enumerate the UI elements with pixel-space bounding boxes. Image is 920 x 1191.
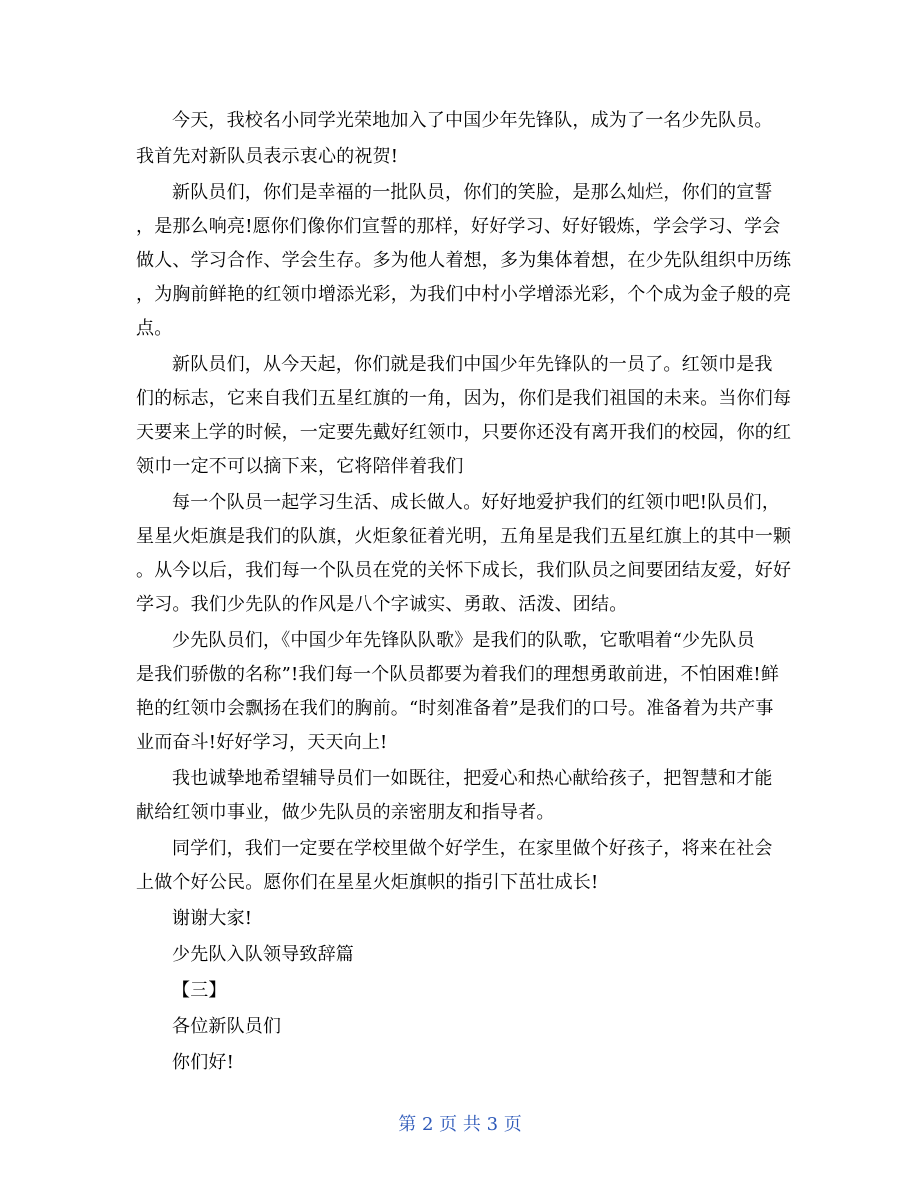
text-line: ，是那么响亮!愿你们像你们宣誓的那样，好好学习、好好锻炼，学会学习、学会 [136,216,781,237]
text-line: 业而奋斗!好好学习，天天向上! [136,732,388,753]
text-line: ，为胸前鲜艳的红领巾增添光彩，为我们中村小学增添光彩，个个成为金子般的亮 [136,284,792,305]
text-line: 们的标志，它来自我们五星红旗的一角，因为，你们是我们祖国的未来。当你们每 [136,388,792,409]
text-line: 领巾一定不可以摘下来，它将陪伴着我们 [136,456,464,477]
text-line: 我首先对新队员表示衷心的祝贺! [136,146,399,167]
text-line: 点。 [136,318,173,339]
text-line: 献给红领巾事业，做少先队员的亲密朋友和指导者。 [136,802,555,823]
text-line: 同学们，我们一定要在学校里做个好学生，在家里做个好孩子，将来在社会 [172,838,773,859]
salutation: 各位新队员们 [172,1016,282,1037]
text-line: 谢谢大家! [172,908,253,929]
greeting: 你们好! [172,1052,235,1073]
text-line: 少先队员们，《中国少年先锋队队歌》是我们的队歌，它歌唱着“少先队员 [172,630,755,651]
text-line: 新队员们，你们是幸福的一批队员，你们的笑脸，是那么灿烂，你们的宣誓 [172,182,773,203]
text-line: 艳的红领巾会飘扬在我们的胸前。“时刻准备着”是我们的口号。准备着为共产事 [136,698,774,719]
section-title: 少先队入队领导致辞篇 [172,944,354,965]
text-line: 是我们骄傲的名称”!我们每一个队员都要为着我们的理想勇敢前进，不怕困难!鲜 [136,664,780,685]
page-number-footer: 第 2 页 共 3 页 [398,1114,522,1135]
text-line: 天要来上学的时候，一定要先戴好红领巾，只要你还没有离开我们的校园，你的红 [136,422,792,443]
section-number: 【三】 [172,980,227,1001]
text-line: 星星火炬旗是我们的队旗，火炬象征着光明，五角星是我们五星红旗上的其中一颗 [136,526,792,547]
text-line: 新队员们，从今天起，你们就是我们中国少年先锋队的一员了。红领巾是我 [172,354,773,375]
text-line: 今天，我校名小同学光荣地加入了中国少年先锋队，成为了一名少先队员。 [172,110,773,131]
text-line: 做人、学习合作、学会生存。多为他人着想，多为集体着想，在少先队组织中历练 [136,250,792,271]
text-line: 我也诚挚地希望辅导员们一如既往，把爱心和热心献给孩子，把智慧和才能 [172,768,773,789]
text-line: 。从今以后，我们每一个队员在党的关怀下成长，我们队员之间要团结友爱，好好 [136,560,792,581]
text-line: 上做个好公民。愿你们在星星火炬旗帜的指引下茁壮成长! [136,872,599,893]
text-line: 学习。我们少先队的作风是八个字诚实、勇敢、活泼、团结。 [136,594,628,615]
text-line: 每一个队员一起学习生活、成长做人。好好地爱护我们的红领巾吧!队员们， [172,492,781,513]
